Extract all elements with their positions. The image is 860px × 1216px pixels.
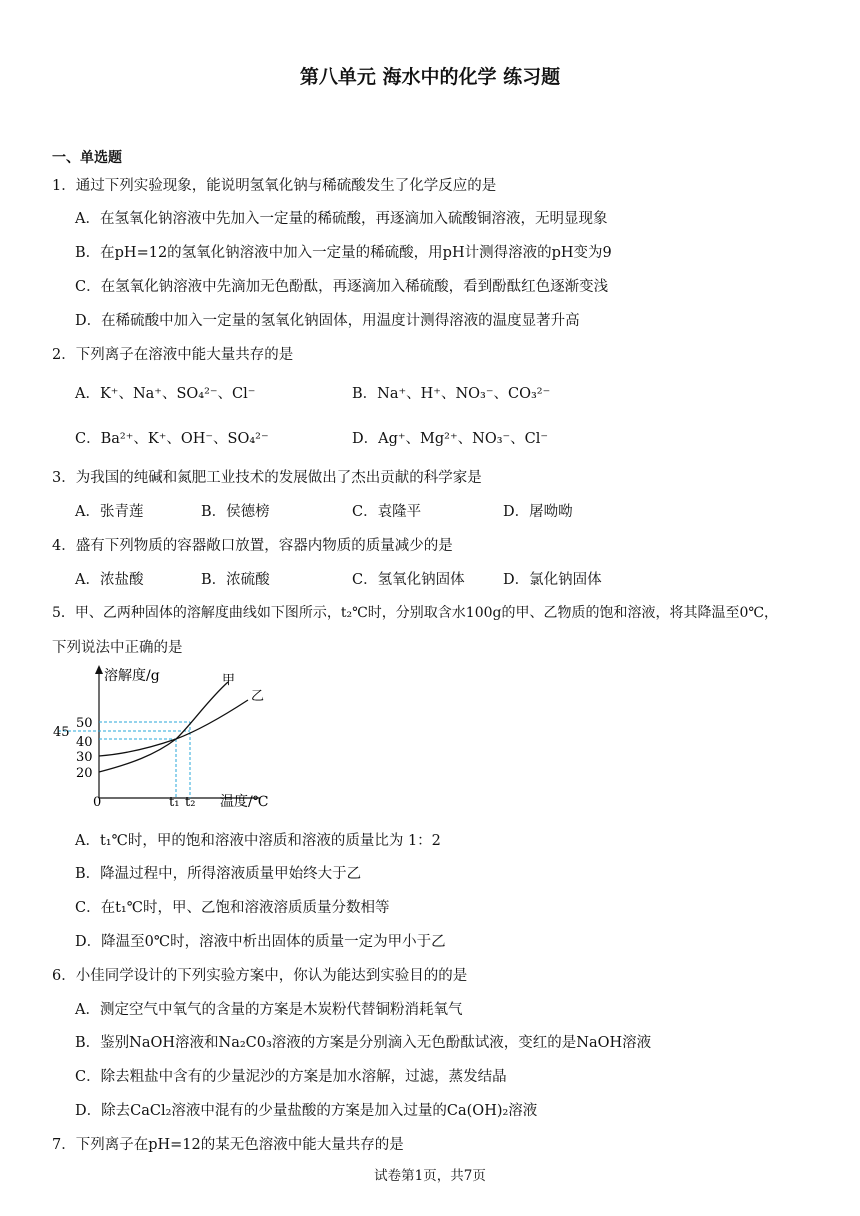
question-6-option-a: A．测定空气中氧气的含量的方案是木炭粉代替铜粉消耗氧气 bbox=[75, 1002, 463, 1018]
question-6-option-b: B．鉴别NaOH溶液和Na₂C0₃溶液的方案是分别滴入无色酚酞试液，变红的是NaOH溶液 bbox=[75, 1035, 652, 1051]
series-label-jia: 甲 bbox=[222, 673, 236, 688]
question-3-stem: 3．为我国的纯碱和氮肥工业技术的发展做出了杰出贡献的科学家是 bbox=[52, 470, 482, 486]
question-3-option-b: B．侯德榜 bbox=[201, 504, 270, 520]
question-4-option-a: A．浓盐酸 bbox=[75, 572, 144, 588]
curve-jia bbox=[99, 682, 228, 772]
y-tick-20: 20 bbox=[76, 766, 93, 781]
question-5-stem-line1: 5．甲、乙两种固体的溶解度曲线如下图所示，t₂℃时，分别取含水100g的甲、乙物质的饱和溶液，将其降温至0℃， bbox=[52, 605, 779, 621]
x-axis-label: 温度/℃ bbox=[220, 794, 269, 810]
y-axis-label: 溶解度/g bbox=[104, 668, 160, 684]
question-6-option-d: D．除去CaCl₂溶液中混有的少量盐酸的方案是加入过量的Ca(OH)₂溶液 bbox=[75, 1103, 538, 1119]
y-tick-45: 45 bbox=[53, 725, 70, 740]
question-4-option-b: B．浓硫酸 bbox=[201, 572, 270, 588]
question-5-option-a: A．t₁℃时，甲的饱和溶液中溶质和溶液的质量比为 1：2 bbox=[75, 833, 441, 849]
series-label-yi: 乙 bbox=[251, 689, 265, 704]
question-3-option-a: A．张青莲 bbox=[75, 504, 144, 520]
question-3-option-d: D．屠呦呦 bbox=[503, 504, 573, 520]
question-1-option-b: B．在pH=12的氢氧化钠溶液中加入一定量的稀硫酸，用pH计测得溶液的pH变为9 bbox=[75, 245, 612, 261]
page-title: 第八单元 海水中的化学 练习题 bbox=[299, 66, 561, 88]
question-2-option-c: C．Ba²⁺、K⁺、OH⁻、SO₄²⁻ bbox=[75, 431, 269, 447]
question-2-option-d: D．Ag⁺、Mg²⁺、NO₃⁻、Cl⁻ bbox=[352, 431, 549, 447]
question-4-stem: 4．盛有下列物质的容器敞口放置，容器内物质的质量减少的是 bbox=[52, 538, 453, 554]
question-2-option-b: B．Na⁺、H⁺、NO₃⁻、CO₃²⁻ bbox=[352, 386, 551, 402]
question-1-option-c: C．在氢氧化钠溶液中先滴加无色酚酞，再逐滴加入稀硫酸，看到酚酞红色逐渐变浅 bbox=[75, 279, 609, 295]
question-5-option-b: B．降温过程中，所得溶液质量甲始终大于乙 bbox=[75, 866, 362, 882]
question-1-option-d: D．在稀硫酸中加入一定量的氢氧化钠固体，用温度计测得溶液的温度显著升高 bbox=[75, 313, 580, 329]
y-tick-50: 50 bbox=[76, 716, 93, 731]
y-axis-arrow bbox=[95, 665, 103, 674]
x-tick-t1: t₁ bbox=[169, 795, 180, 810]
question-5-option-d: D．降温至0℃时，溶液中析出固体的质量一定为甲小于乙 bbox=[75, 934, 446, 950]
question-5-stem-line2: 下列说法中正确的是 bbox=[52, 640, 183, 656]
question-6-option-c: C．除去粗盐中含有的少量泥沙的方案是加水溶解，过滤，蒸发结晶 bbox=[75, 1069, 507, 1085]
question-5-option-c: C．在t₁℃时，甲、乙饱和溶液溶质质量分数相等 bbox=[75, 900, 390, 916]
y-tick-30: 30 bbox=[76, 750, 93, 765]
question-2-option-a: A．K⁺、Na⁺、SO₄²⁻、Cl⁻ bbox=[75, 386, 256, 402]
page-footer: 试卷第1页，共7页 bbox=[374, 1168, 486, 1184]
y-tick-40: 40 bbox=[76, 735, 93, 750]
x-tick-t2: t₂ bbox=[185, 795, 196, 810]
question-2-stem: 2．下列离子在溶液中能大量共存的是 bbox=[52, 347, 294, 363]
question-4-option-d: D．氯化钠固体 bbox=[503, 572, 602, 588]
question-3-option-c: C．袁隆平 bbox=[352, 504, 422, 520]
question-1-stem: 1．通过下列实验现象，能说明氢氧化钠与稀硫酸发生了化学反应的是 bbox=[52, 178, 497, 194]
curve-yi bbox=[99, 700, 248, 756]
question-6-stem: 6．小佳同学设计的下列实验方案中，你认为能达到实验目的的是 bbox=[52, 968, 468, 984]
question-1-option-a: A．在氢氧化钠溶液中先加入一定量的稀硫酸，再逐滴加入硫酸铜溶液，无明显现象 bbox=[75, 211, 608, 227]
solubility-chart bbox=[50, 660, 290, 815]
question-7-stem: 7．下列离子在pH=12的某无色溶液中能大量共存的是 bbox=[52, 1137, 404, 1153]
question-4-option-c: C．氢氧化钠固体 bbox=[352, 572, 465, 588]
x-origin-label: 0 bbox=[93, 795, 102, 810]
section-heading: 一、单选题 bbox=[52, 150, 122, 166]
